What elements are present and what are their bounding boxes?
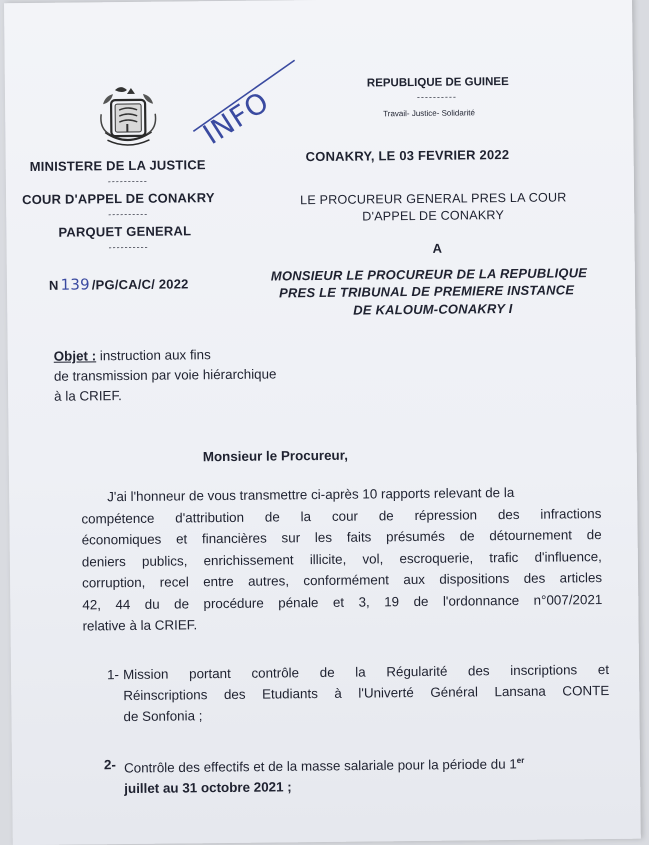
letter-page (4, 0, 641, 845)
court-name: COUR D'APPEL DE CONAKRY (21, 190, 215, 208)
item-number: 2- (103, 757, 116, 773)
paragraph-line: économiques et financières sur les faits présumés de détournement de (81, 527, 602, 548)
recipient-line-2: PRES LE TRIBUNAL DE PREMIERE INSTANCE (278, 282, 575, 301)
subject-block (54, 344, 277, 406)
item-text (123, 659, 610, 727)
paragraph-line: J'ai l'honneur de vous transmettre ci-après 10 rapports relevant de la (107, 484, 515, 505)
subject-line-2: de transmission par voie hiérarchique (53, 366, 277, 384)
info-stamp (183, 52, 304, 152)
item-line: juillet au 31 octobre 2021 ; (124, 779, 292, 797)
separator: ---------- (416, 91, 458, 102)
sender-line-2: D'APPEL DE CONAKRY (362, 208, 505, 224)
ref-prefix: N (48, 277, 59, 293)
item-line-start: Contrôle des effectifs et de la masse salariale pour la période du 1 (123, 756, 517, 776)
paragraph-line: corruption, recel entre autres, conformément aux dispositions des articles (82, 570, 603, 591)
salutation: Monsieur le Procureur, (202, 447, 348, 465)
recipient-line-1: MONSIEUR LE PROCUREUR DE LA REPUBLIQUE (270, 265, 588, 284)
subject-line-1: instruction aux fins (96, 347, 211, 364)
reference-number (49, 274, 189, 293)
ordinal-superscript: er (516, 755, 525, 765)
paragraph-line: 42, 44 du de procédure pénale et 3, 19 de l'ordonnance n°007/2021 (82, 591, 603, 613)
list-item (104, 749, 604, 800)
ref-suffix: /PG/CA/C/ 2022 (91, 276, 189, 293)
item-line: Mission portant contrôle de la Régularité des inscriptions et (122, 661, 610, 683)
separator: ---------- (107, 175, 148, 187)
paragraph-line: deniers publics, enrichissement illicite, vol, escroquerie, trafic d'influence, (81, 548, 602, 570)
list-item (107, 659, 608, 730)
paragraph-line: relative à la CRIEF. (82, 617, 198, 634)
separator: ---------- (108, 241, 149, 253)
sender-line-1: LE PROCUREUR GENERAL PRES LA COUR (300, 190, 567, 208)
ref-handwritten-number: 139 (60, 275, 90, 294)
paragraph-line: compétence d'attribution de la cour de répression des infractions (81, 505, 602, 527)
item-line: de Sonfonia ; (123, 708, 203, 725)
separator: ---------- (108, 208, 149, 220)
national-motto: Travail- Justice- Solidarité (383, 108, 475, 119)
stamp-text: INFO (197, 84, 276, 152)
subject-label: Objet : (53, 348, 97, 364)
recipient-line-3: DE KALOUM-CONAKRY I (353, 300, 513, 318)
main-paragraph (81, 481, 603, 637)
coat-of-arms-icon (97, 84, 160, 151)
place-date: CONAKRY, LE 03 FEVRIER 2022 (305, 147, 510, 165)
addressee-marker: A (432, 240, 443, 256)
item-number: 1- (106, 667, 120, 683)
office-name: PARQUET GENERAL (58, 223, 192, 240)
subject-line-3: à la CRIEF. (54, 388, 122, 404)
item-line: Réinscriptions des Etudiants à l'Univerté Général Lansana CONTE (123, 682, 610, 704)
ministry-name: MINISTERE DE LA JUSTICE (29, 157, 206, 175)
country-name: REPUBLIQUE DE GUINEE (366, 76, 509, 90)
item-text (124, 749, 610, 800)
